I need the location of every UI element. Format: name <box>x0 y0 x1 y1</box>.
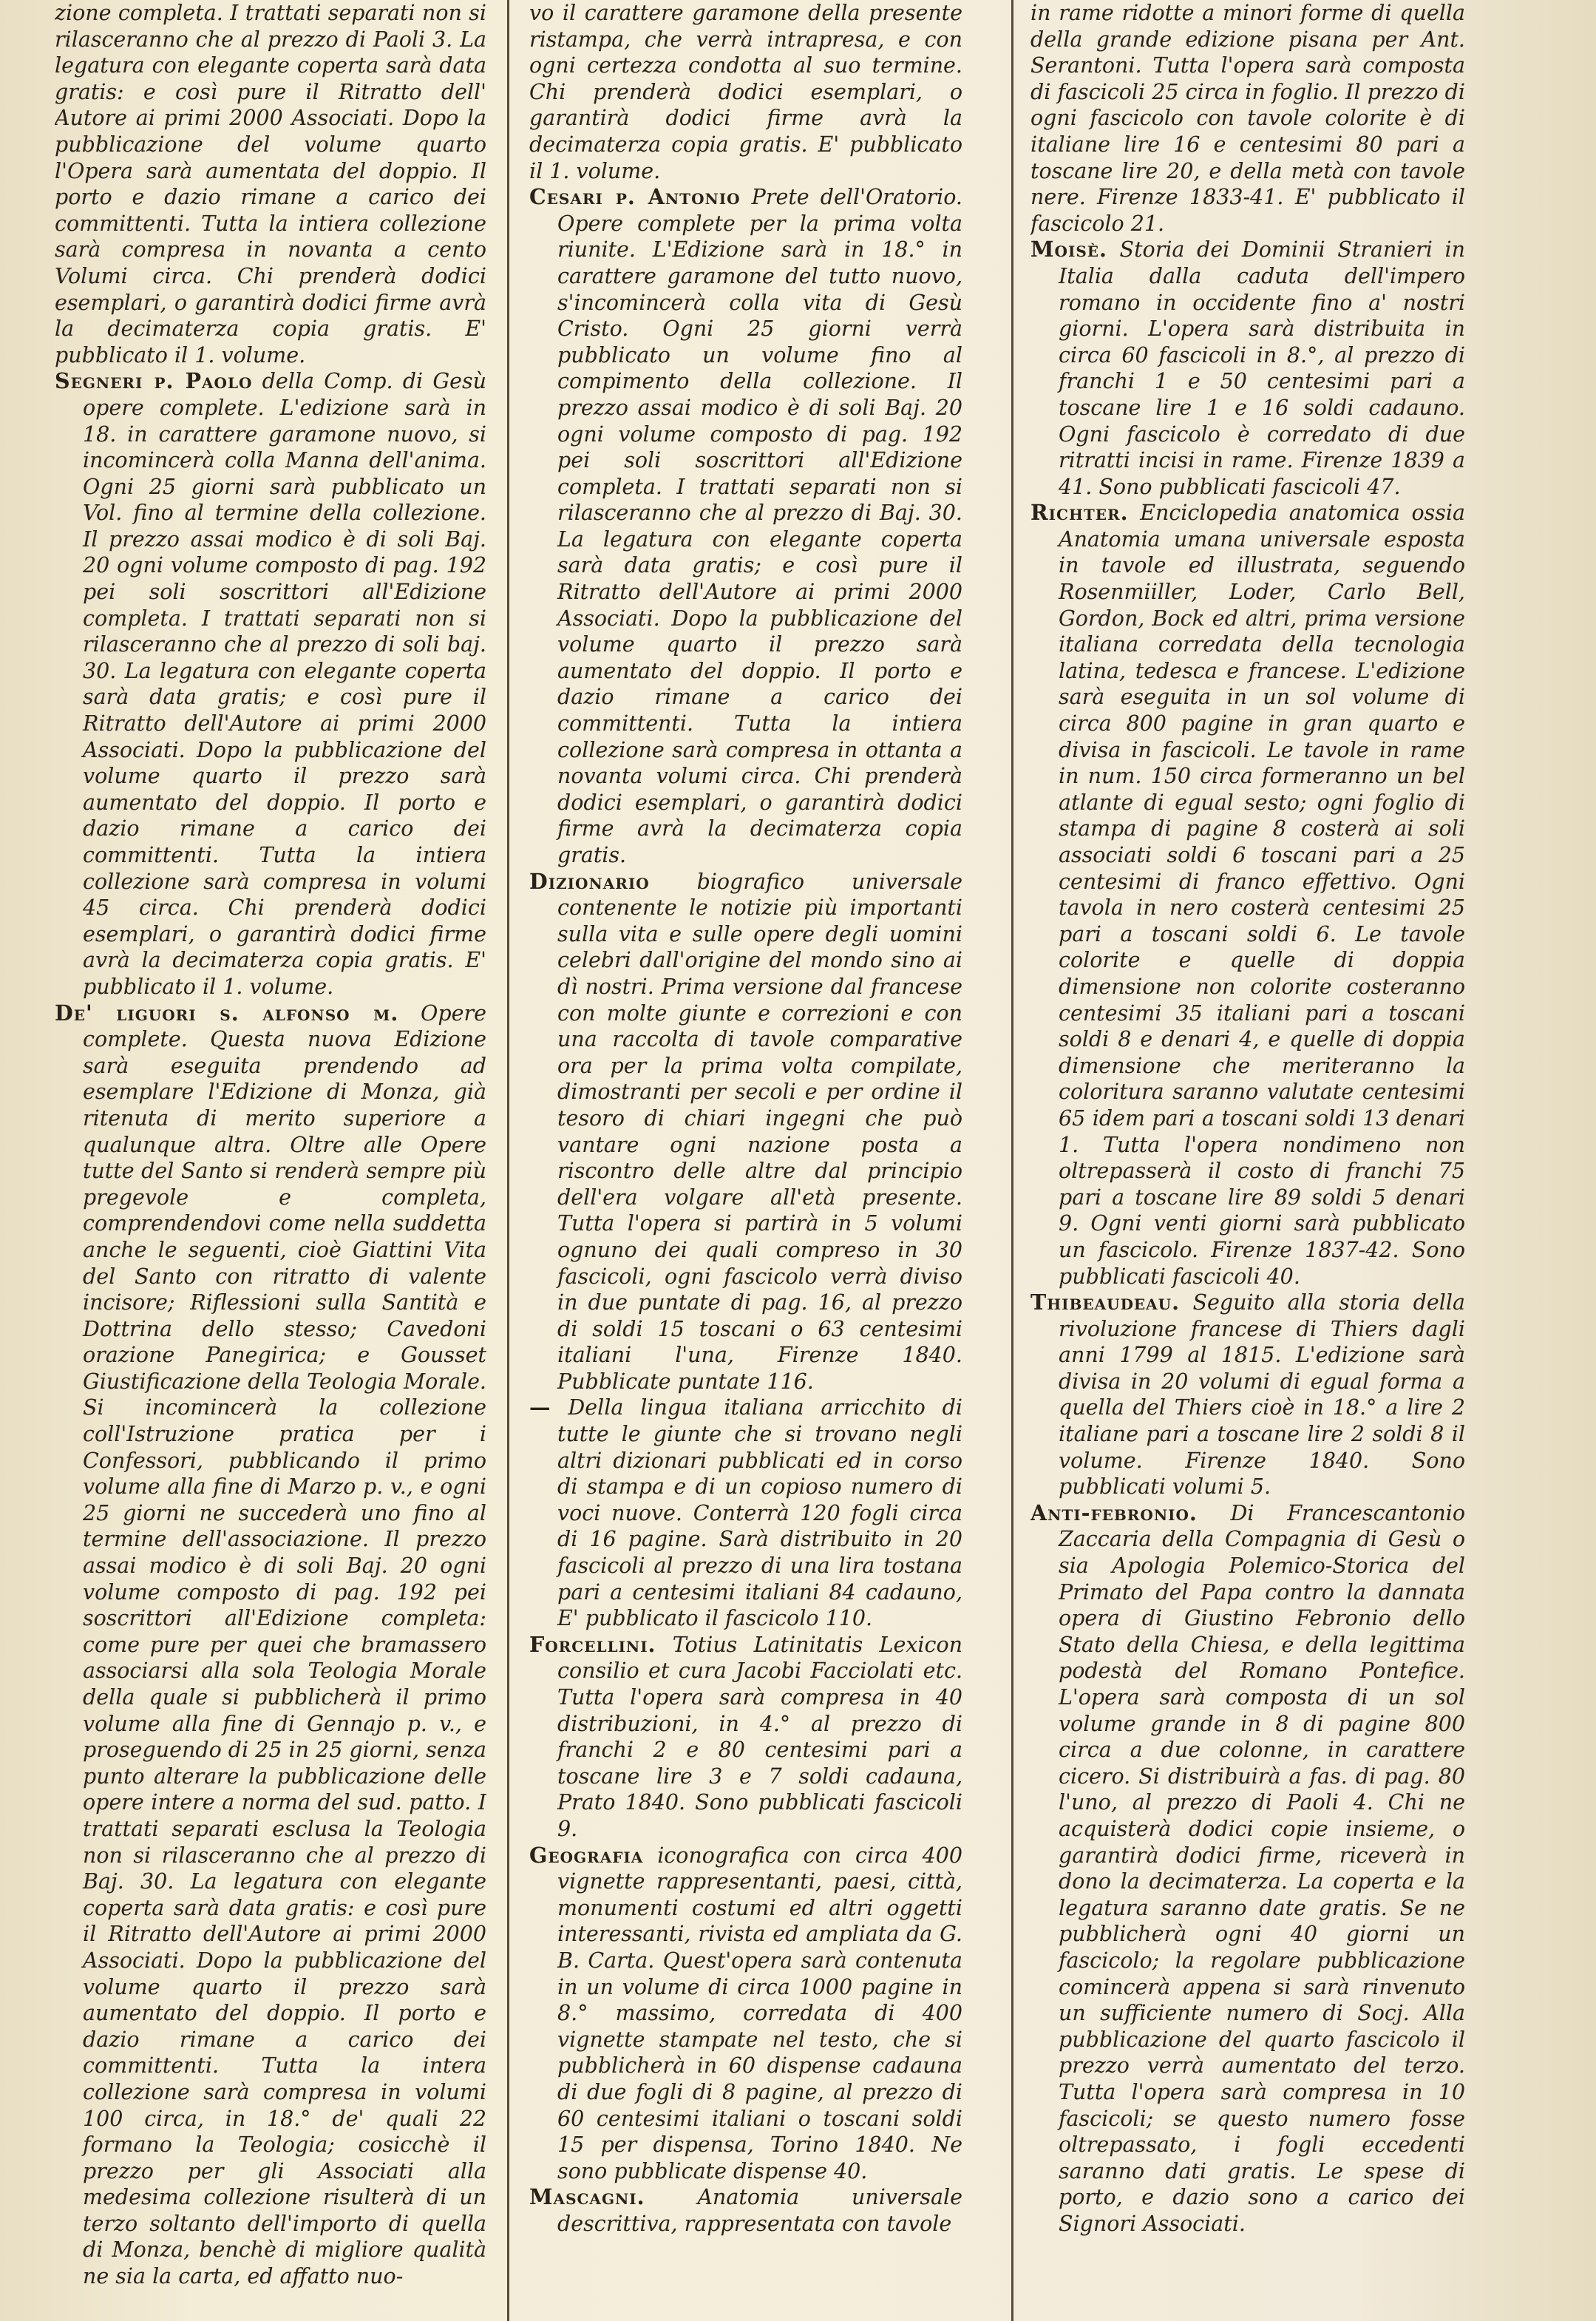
listing-entry-liguori <box>55 1000 486 2290</box>
entry-text: Enciclopedia anatomica ossia Anatomia umana universale esposta in tavole ed illustrata, seguendo Rosenmiiller, Loder, Carlo Bell, Gordon, Bock ed altri, prima versione italiana corredata della tecnologia latina, tedesca e francese. L'edizione sarà eseguita in un sol volume di circa 800 pagine in gran quarto e divisa in fascicoli. Le tavole in rame in num. 150 circa formeranno un bel atlante di egual sesto; ogni foglio di stampa di pagine 8 costerà ai soli associati soldi 6 toscani pari a 25 centesimi di franco effettivo. Ogni tavola in nero costerà centesimi 25 pari a toscani soldi 6. Le tavole colorite e quelle di doppia dimensione non colorite costeranno centesimi 35 italiani pari a toscani soldi 8 e denari 4, e quelle di doppia dimensione che meriteranno la coloritura saranno valutate centesimi 65 idem pari a toscani soldi 13 denari 1. Tutta l'opera nondimeno non oltrepasserà il costo di franchi 75 pari a toscane lire 89 soldi 5 denari 9. Ogni venti giorni sarà pubblicato un fascicolo. Firenze 1837-42. Sono pubblicati fascicoli 40. <box>1059 501 1465 1289</box>
entry-text: Seguito alla storia della rivoluzione francese di Thiers dagli anni 1799 al 1815. L'edizione sarà divisa in 20 volumi di egual forma a quella del Thiers cioè in 18.° a lire 2 italiane pari a toscane lire 2 soldi 8 il volume. Firenze 1840. Sono pubblicati volumi 5. <box>1059 1290 1465 1500</box>
entry-heading: Forcellini. <box>529 1631 656 1657</box>
continued-text: vo il carattere garamone della presente ristampa, che verrà intrapresa, e con ogni certezza condotta al suo termine. Chi prenderà dodici esemplari, o garantirà dodici firme avrà la decimaterza copia gratis. E' pubblicato il 1. volume. <box>529 1 962 183</box>
column-divider <box>1011 0 1013 2321</box>
entry-text: Prete dell'Oratorio. Opere complete per la prima volta riunite. L'Edizione sarà in 18.° in carattere garamone del tutto nuovo, s'incomincerà colla vita di Gesù Cristo. Ogni 25 giorni verrà pubblicato un volume fino al compimento della collezione. Il prezzo assai modico è di soli Baj. 20 ogni volume composto di pag. 192 pei soli soscrittori all'Edizione completa. I trattati separati non si rilasceranno che al prezzo di Baj. 30. La legatura con elegante coperta sarà data gratis; e così pure il Ritratto dell'Autore ai primi 2000 Associati. Dopo la pubblicazione del volume quarto il prezzo sarà aumentato del doppio. Il porto e dazio rimane a carico dei committenti. Tutta la intiera collezione sarà compresa in ottanta a novanta volumi circa. Chi prenderà dodici esemplari, o garantirà dodici firme avrà la decimaterza copia gratis. <box>557 185 962 867</box>
entry-text: Totius Latinitatis Lexicon consilio et cura Jacobi Facciolati etc. Tutta l'opera sarà compresa in 40 distribuzioni, in 4.° al prezzo di franchi 2 e 80 centesimi pari a toscane lire 3 e 7 soldi cadauna, Prato 1840. Sono pubblicati fascicoli 9. <box>557 1632 962 1841</box>
entry-heading: De' liguori s. alfonso m. <box>55 1000 399 1026</box>
column-divider <box>507 0 509 2321</box>
continued-text: in rame ridotte a minori forme di quella della grande edizione pisana per Ant. Serantoni. Tutta l'opera sarà composta di fascicoli 25 circa in foglio. Il prezzo di ogni fascicolo con tavole colorite è di italiane lire 16 e centesimi 80 pari a toscane lire 20, e della metà con tavole nere. Firenze 1833-41. E' pubblicato il fascicolo 21. <box>1030 1 1465 236</box>
listing-entry-dizionario <box>529 869 962 1395</box>
entry-text: biografico universale contenente le notizie più importanti sulla vita e sulle opere degli uomini celebri dall'origine del mondo sino ai dì nostri. Prima versione dal francese con molte giunte e correzioni e con una raccolta di tavole comparative ora per la prima volta compilate, dimostranti per secoli e per ordine il tesoro di chiari ingegni che può vantare ogni nazione posta a riscontro delle altre dal principio dell'era volgare all'età presente. Tutta l'opera si partirà in 5 volumi ognuno dei quali compreso in 30 fascicoli, ogni fascicolo verrà diviso in due puntate di pag. 16, al prezzo di soldi 15 toscani o 63 centesimi italiani l'una, Firenze 1840. Pubblicate puntate 116. <box>557 869 962 1394</box>
entry-text: Della lingua italiana arricchito di tutte le giunte che si trovano negli altri dizionari pubblicati ed in corso di stampa e di un copioso numero di voci nuove. Conterrà 120 fogli circa di 16 pagine. Sarà distribuito in 20 fascicoli al prezzo di una lira tostana pari a centesimi italiani 84 cadauno, E' pubblicato il fascicolo 110. <box>551 1395 962 1631</box>
listing-entry-cesari <box>529 184 962 868</box>
entry-heading: Moisè. <box>1030 237 1107 262</box>
listing-entry-moise <box>1030 237 1465 500</box>
listing-entry-thibeaudeau <box>1030 1290 1465 1500</box>
column-2 <box>529 0 962 2321</box>
column-3 <box>1030 0 1465 2321</box>
entry-text: della Comp. di Gesù opere complete. L'edizione sarà in 18. in carattere garamone nuovo, si incomincerà colla Manna dell'anima. Ogni 25 giorni sarà pubblicato un Vol. fino al termine della collezione. Il prezzo assai modico è di soli Baj. 20 ogni volume composto di pag. 192 pei soli soscrittori all'Edizione completa. I trattati separati non si rilasceranno che al prezzo di soli baj. 30. La legatura con elegante coperta sarà data gratis; e così pure il Ritratto dell'Autore ai primi 2000 Associati. Dopo la pubblicazione del volume quarto il prezzo sarà aumentato del doppio. Il porto e dazio rimane a carico dei committenti. Tutta la intiera collezione sarà compresa in volumi 45 circa. Chi prenderà dodici esemplari, o garantirà dodici firme avrà la decimaterza copia gratis. E' pubblicato il 1. volume. <box>83 369 486 999</box>
column-1 <box>55 0 486 2321</box>
listing-entry-segneri <box>55 368 486 1000</box>
listing-entry-lingua-italiana <box>529 1395 962 1631</box>
entry-heading: Mascagni. <box>529 2184 645 2210</box>
entry-heading: — <box>529 1395 551 1420</box>
listing-entry-mascagni <box>529 2184 962 2237</box>
entry-heading: Anti-febronio. <box>1030 1500 1198 1525</box>
listing-entry-geografia <box>529 1843 962 2185</box>
listing-entry-anti-febronio <box>1030 1500 1465 2237</box>
entry-heading: Dizionario <box>529 868 650 894</box>
entry-text: Storia dei Dominii Stranieri in Italia dalla caduta dell'impero romano in occidente fino a' nostri giorni. L'opera sarà distribuita in circa 60 fascicoli in 8.°, al prezzo di franchi 1 e 50 centesimi pari a toscane lire 1 e 16 soldi cadauno. Ogni fascicolo è corredato di due ritratti incisi in rame. Firenze 1839 a 41. Sono pubblicati fascicoli 47. <box>1059 237 1465 499</box>
listing-entry-richter <box>1030 500 1465 1290</box>
entry-heading: Thibeaudeau. <box>1030 1290 1181 1315</box>
entry-text: Di Francescantonio Zaccaria della Compagnia di Gesù o sia Apologia Polemico-Storica del Primato del Papa contro la dannata opera di Giustino Febronio dello Stato della Chiesa, e della legittima podestà del Romano Pontefice. L'opera sarà composta di un sol volume grande in 8 di pagine 800 circa a due colonne, in carattere cicero. Si distribuirà a fas. di pag. 80 l'uno, al prezzo di Paoli 4. Chi ne acquisterà dodici copie insieme, o garantirà dodici firme, riceverà in dono la decimaterza. La coperta e la legatura saranno date gratis. Se ne pubblicherà ogni 40 giorni un fascicolo; la regolare pubblicazione comincerà appena si sarà rinvenuto un sufficiente numero di Socj. Alla pubblicazione del quarto fascicolo il prezzo verrà aumentato del terzo. Tutta l'opera sarà compresa in 10 fascicoli; se questo numero fosse oltrepassato, i fogli eccedenti saranno dati gratis. Le spese di porto, e dazio sono a carico dei Signori Associati. <box>1059 1500 1465 2236</box>
entry-text: Anatomia universale descrittiva, rappresentata con tavole <box>557 2185 962 2236</box>
entry-heading: Cesari p. Antonio <box>529 184 741 210</box>
entry-heading: Segneri p. Paolo <box>55 368 253 394</box>
entry-heading: Geografia <box>529 1842 644 1868</box>
entry-heading: Richter. <box>1030 500 1129 526</box>
entry-text: Opere complete. Questa nuova Edizione sarà eseguita prendendo ad esemplare l'Edizione di Monza, già ritenuta di merito superiore a qualunque altra. Oltre alle Opere tutte del Santo si renderà sempre più pregevole e completa, comprendendovi come nella suddetta anche le seguenti, cioè Giattini Vita del Santo con ritratto di valente incisore; Riflessioni sulla Santità e Dottrina dello stesso; Cavedoni orazione Panegirica; e Gousset Giustificazione della Teologia Morale. Si incomincerà la collezione coll'Istruzione pratica per i Confessori, pubblicando il primo volume alla fine di Marzo p. v., e ogni 25 giorni ne succederà uno fino al termine dell'associazione. Il prezzo assai modico è di soli Baj. 20 ogni volume composto di pag. 192 pei soscrittori all'Edizione completa: come pure per quei che bramassero associarsi alla sola Teologia Morale della quale si pubblicherà il primo volume alla fine di Gennajo p. v., e proseguendo di 25 in 25 giorni, senza punto alterare la pubblicazione delle opere intere a norma del sud. patto. I trattati separati esclusa la Teologia non si rilasceranno che al prezzo di Baj. 30. La legatura con elegante coperta sarà data gratis: e così pure il Ritratto dell'Autore ai primi 2000 Associati. Dopo la pubblicazione del volume quarto il prezzo sarà aumentato del doppio. Il porto e dazio rimane a carico dei committenti. Tutta la intera collezione sarà compresa in volumi 100 circa, in 18.° de' quali 22 formano la Teologia; cosicchè il prezzo per gli Associati alla medesima collezione risulterà di un terzo soltanto dell'importo di quella di Monza, benchè di migliore qualità ne sia la carta, ed affatto nuo- <box>83 1000 486 2289</box>
listing-entry-forcellini <box>529 1632 962 1843</box>
continued-text: zione completa. I trattati separati non si rilasceranno che al prezzo di Paoli 3. La legatura con elegante coperta sarà data gratis: e così pure il Ritratto dell' Autore ai primi 2000 Associati. Dopo la pubblicazione del volume quarto l'Opera sarà aumentata del doppio. Il porto e dazio rimane a carico dei committenti. Tutta la intiera collezione sarà compresa in novanta a cento Volumi circa. Chi prenderà dodici esemplari, o garantirà dodici firme avrà la decimaterza copia gratis. E' pubblicato il 1. volume. <box>55 1 486 367</box>
entry-text: iconografica con circa 400 vignette rappresentanti, paesi, città, monumenti costumi ed altri oggetti interessanti, rivista ed ampliata da G. B. Carta. Quest'opera sarà contenuta in un volume di circa 1000 pagine in 8.° massimo, corredata di 400 vignette stampate nel testo, che si pubblicherà in 60 dispense cadauna di due fogli di 8 pagine, al prezzo di 60 centesimi italiani o toscani soldi 15 per dispensa, Torino 1840. Ne sono pubblicate dispense 40. <box>557 1843 962 2183</box>
